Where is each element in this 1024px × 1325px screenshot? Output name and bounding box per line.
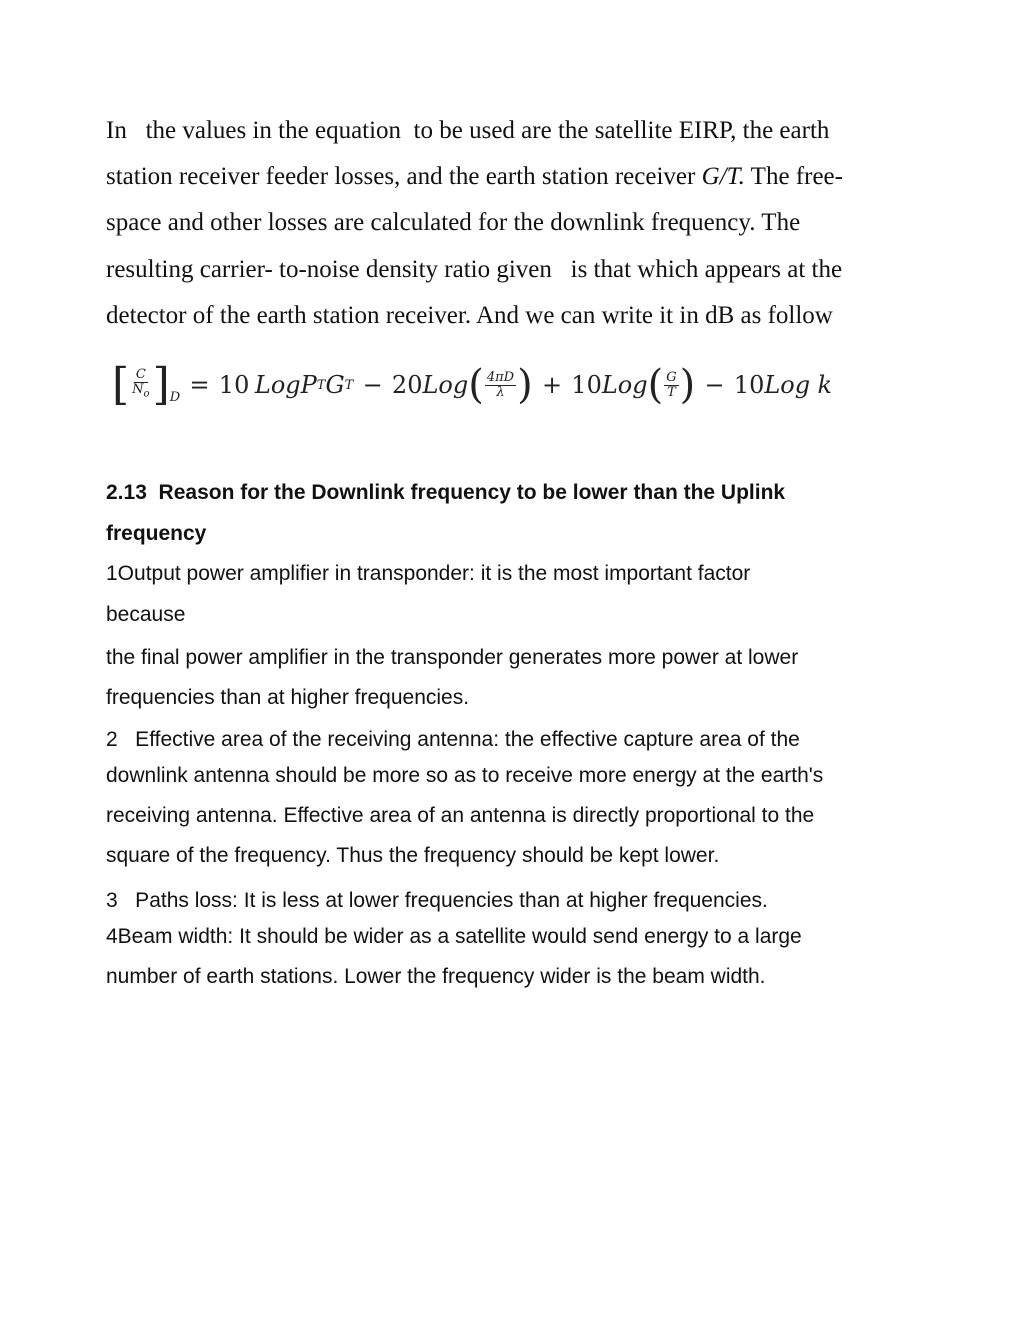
fraction-denominator: $N_o$ xyxy=(132,382,150,400)
log-operator: Log xyxy=(422,371,469,399)
body-line: 1Output power amplifier in transponder: it is the most important factor xyxy=(106,562,751,585)
paragraph-line: space and other losses are calculated for the downlink frequency. The xyxy=(106,209,801,236)
coefficient: 10 xyxy=(571,371,602,399)
log-operator: Log xyxy=(764,371,811,399)
body-line: square of the frequency. Thus the frequency should be kept lower. xyxy=(106,844,720,867)
fraction-denominator: λ xyxy=(496,384,505,400)
left-paren: ( xyxy=(468,362,484,408)
left-bracket: [ xyxy=(112,359,130,410)
paragraph-text: The free- xyxy=(744,163,843,190)
body-line: the final power amplifier in the transponder generates more power at lower xyxy=(106,646,799,669)
fraction-denominator: T xyxy=(667,384,676,400)
path-loss-fraction xyxy=(485,371,516,400)
body-line: because xyxy=(106,603,186,626)
coefficient: 10 xyxy=(733,371,765,399)
right-paren: ) xyxy=(517,362,533,408)
paragraph-line: resulting carrier- to-noise density ratio given is that which appears at the xyxy=(106,256,843,283)
g-over-t-term: G/T. xyxy=(701,163,745,190)
cn-ratio-equation xyxy=(112,350,832,420)
minus-sign: − xyxy=(704,371,725,399)
body-line: frequencies than at higher frequencies. xyxy=(106,686,470,709)
log-operator: Log xyxy=(601,371,648,399)
minus-sign: − xyxy=(362,371,383,399)
body-line: 4Beam width: It should be wider as a satellite would send energy to a large xyxy=(106,925,802,948)
body-line: 3 Paths loss: It is less at lower frequencies than at higher frequencies. xyxy=(106,889,768,912)
body-line: receiving antenna. Effective area of an antenna is directly proportional to the xyxy=(106,804,815,827)
paragraph-line: detector of the earth station receiver. And we can write it in dB as follow xyxy=(106,302,833,329)
c-over-no-fraction xyxy=(130,368,151,402)
paragraph-text: station receiver feeder losses, and the earth station receiver xyxy=(106,163,702,190)
boltzmann-constant: k xyxy=(817,371,833,399)
body-line: downlink antenna should be more so as to receive more energy at the earth's xyxy=(106,764,824,787)
log-operator: Log xyxy=(254,371,301,399)
paragraph-line: In the values in the equation to be used are the satellite EIRP, the earth xyxy=(106,117,830,144)
coefficient: 20 xyxy=(391,371,423,399)
left-paren: ( xyxy=(647,362,664,408)
plus-sign: + xyxy=(541,371,563,399)
gain-symbol: G xyxy=(325,371,345,399)
paragraph-line xyxy=(106,162,843,192)
equals-sign: = xyxy=(189,371,210,399)
right-paren: ) xyxy=(679,362,696,408)
subscript: T xyxy=(316,377,326,393)
section-heading: frequency xyxy=(106,522,207,545)
body-line: 2 Effective area of the receiving antenna: the effective capture area of the xyxy=(106,728,800,751)
coefficient: 10 xyxy=(218,371,250,399)
section-heading: 2.13 Reason for the Downlink frequency to be lower than the Uplink xyxy=(106,481,786,504)
downlink-subscript: D xyxy=(169,389,181,405)
body-line: number of earth stations. Lower the frequency wider is the beam width. xyxy=(106,965,766,988)
right-bracket: ] xyxy=(152,359,170,410)
g-over-t-fraction xyxy=(664,371,678,400)
subscript: T xyxy=(344,377,354,393)
power-symbol: P xyxy=(300,371,317,399)
fraction-numerator: C xyxy=(135,367,146,383)
fraction-numerator: G xyxy=(666,369,677,385)
fraction-numerator: 4πD xyxy=(486,369,515,385)
